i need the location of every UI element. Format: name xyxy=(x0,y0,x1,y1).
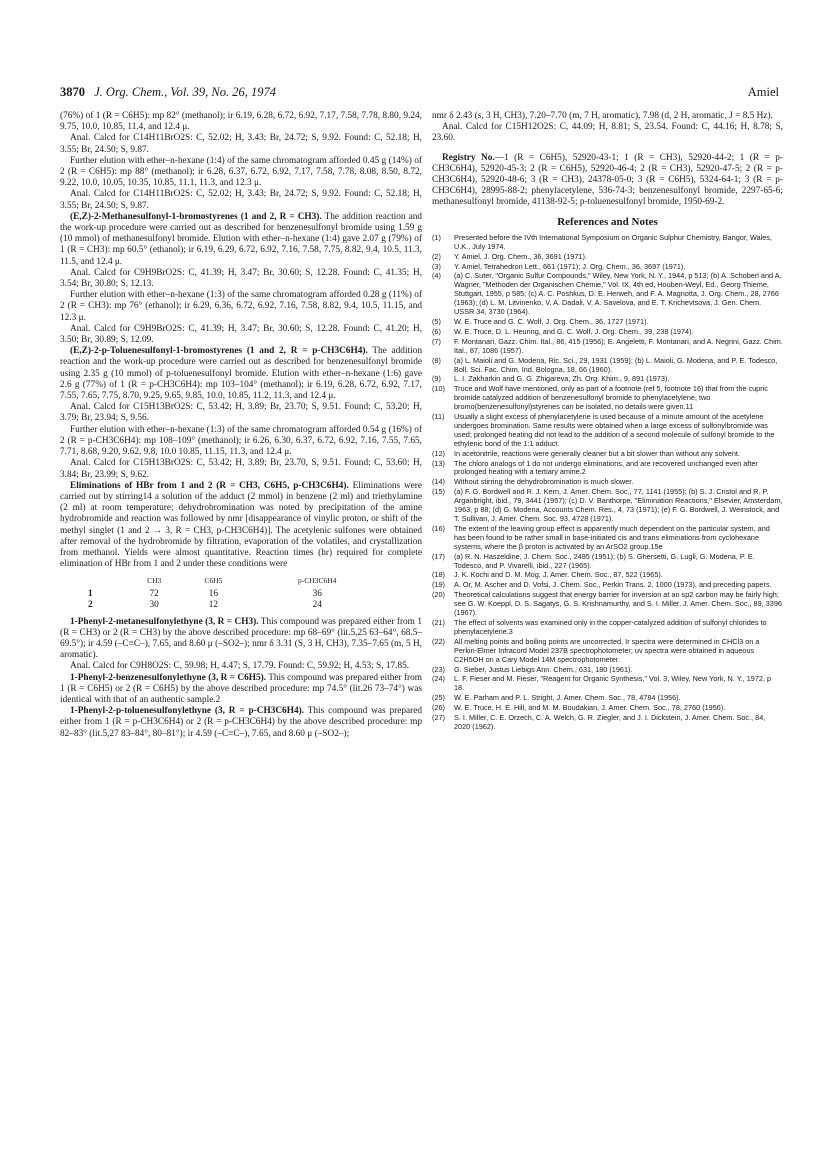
reference-text: Y. Amiel, Tetrahedron Lett., 661 (1971); J. Org. Chem., 36, 3697 (1971). xyxy=(454,261,686,271)
column-header: CH3 xyxy=(147,576,162,586)
registry-heading: Registry No. xyxy=(442,152,495,163)
compound-heading: (E,Z)-2-Methanesulfonyl-1-bromostyrenes (1 and 2, R = CH3). xyxy=(70,211,322,222)
reference-text: Usually a slight excess of phenylacetylene is used because of a minute amount of the acetylene undergoes bromination. Same results were obtained when a large excess of sulfonylbromide was used; prolonged heating did not lead to the addition of a second molecule of sulfonyl bromide to the ethylenic bond of the 1:1 adduct. xyxy=(454,412,775,448)
paragraph: Anal. Calcd for C15H13BrO2S: C, 53.42; H, 3.89; Br, 23.70; S, 9.51. Found: C, 53.20; H, 3.79; Br, 23.94; S, 9.56. xyxy=(60,402,422,424)
table-cell: 36 xyxy=(312,588,322,599)
reference-text: (a) F. G. Bordwell and R. J. Kern, J. Amer. Chem. Soc., 77, 1141 (1955); (b) S. J. Cristol and R. P. Arganbright, ibid., 79, 3441 (1957); (c) D. V. Banthorpe, "Elimination Reactions," Elsevier, Amsterdam, 1963, p 88; (d) G. Modena, Accounts Chem. Res., 4, 73 (1971); (e) F. G. Bordwell, J. Weinstock, and T. Sullivan, J. Amer. Chem. Soc. 93, 4728 (1971). xyxy=(454,487,783,524)
reference-text: Truce and Wolf have mentioned, only as part of a footnote (ref 5, footnote 16) that from the cupric bromide catalyzed addition of benzenesulfonyl bromide to phenylacetylene, two bromo(benzenesulfonyl)styrenes can be isolated, no details were given.11 xyxy=(454,384,768,412)
reference-number: (26) xyxy=(432,703,445,713)
paragraph: Anal. Calcd for C14H11BrO2S: C, 52.02; H, 3.43; Br, 24.72; S, 9.92. Found: C, 52.18; H, 3.55; Br, 24.50; S, 9.87. xyxy=(60,133,422,155)
reference-text: W. E. Truce, D. L. Heuring, and G. C. Wolf, J. Org. Chem., 39, 238 (1974). xyxy=(454,326,694,336)
reference-number: (15) xyxy=(432,487,445,497)
reference-number: (27) xyxy=(432,713,445,723)
paragraph xyxy=(60,346,422,402)
reference-number: (11) xyxy=(432,412,445,422)
reference-number: (8) xyxy=(432,355,441,365)
reference-number: (4) xyxy=(432,271,441,281)
reference-number: (22) xyxy=(432,636,445,646)
paragraph: Anal. Calcd for C14H11BrO2S: C, 52.02; H, 3.43; Br, 24.72; S, 9.92. Found: C, 52.18; H, 3.55; Br, 24.50; S, 9.87. xyxy=(60,189,422,211)
row-label: 2 xyxy=(88,599,93,610)
reference-text: All melting points and boiling points are uncorrected. Ir spectra were determined in CHCl3 on a Perkin-Elmer Infracord Model 237B spectrophotometer; uv spectra were obtained in aqueous C2H5OH on a Cary Model 14M spectrophotometer. xyxy=(454,636,760,664)
references-heading: References and Notes xyxy=(557,215,658,228)
reference-item xyxy=(432,263,783,272)
reference-text: A. Or, M. Ascher and D. Vofsi, J. Chem. Soc., Perkin Trans. 2, 1000 (1973), and preceding papers. xyxy=(454,580,772,590)
reference-text: S. I. Miller, C. E. Orzech, C. A. Welch, G. R. Ziegler, and J. I. Dickstein, J. Amer. Chem. Soc., 84, 2020 (1962). xyxy=(454,713,766,731)
reference-number: (21) xyxy=(432,617,445,627)
registry-numbers xyxy=(432,153,783,209)
reference-number: (23) xyxy=(432,664,445,674)
paragraph: Anal. Calcd for C9H8O2S: C, 59.98; H, 4.47; S, 17.79. Found: C, 59.92; H, 4.53; S, 17.85. xyxy=(70,661,410,672)
paragraph xyxy=(60,617,422,662)
reference-number: (6) xyxy=(432,326,441,336)
reference-item xyxy=(432,318,783,327)
reference-item xyxy=(432,675,783,693)
paragraph-body: This compound was prepared either from 1 (R = p-CH3C6H4) or 2 (R = p-CH3C6H4) by the above described procedure: mp 82–83° (lit.5,27 83–84°, 80–81°); ir 4.59 (–C≡C–), 7.65, and 8.60 μ (–SO2–); xyxy=(60,706,423,739)
section-heading: Eliminations of HBr from 1 and 2 (R = CH3, C6H5, p-CH3C6H4). xyxy=(70,480,349,491)
paragraph: Anal. Calcd for C15H13BrO2S: C, 53.42; H, 3.89; Br, 23.70, S, 9.51. Found: C, 53.60; H, 3.84; Br, 23.99; S, 9.62. xyxy=(60,458,422,480)
reference-text: F. Montanari, Gazz. Chim. Ital., 86, 415 (1956); E. Angeletti, F. Montanari, and A. Negrini, Gazz. Chim. Ital., 87, 1086 (1957). xyxy=(454,336,783,355)
table-cell: 24 xyxy=(312,599,322,610)
paragraph xyxy=(60,481,422,571)
reference-number: (9) xyxy=(432,374,441,384)
paragraph-body: This compound was prepared either from 1 (R = C6H5) or 2 (R = C6H5) by the above described procedure: mp 74.5° (lit.26 73–74°) was identical with that of an authentic sample.2 xyxy=(60,672,423,705)
page-number: 3870 xyxy=(60,85,85,99)
reference-item xyxy=(432,619,783,637)
reference-item xyxy=(432,450,783,459)
journal-citation: J. Org. Chem., Vol. 39, No. 26, 1974 xyxy=(94,85,276,99)
reference-item xyxy=(432,357,783,375)
reference-item xyxy=(432,488,783,524)
paragraph xyxy=(60,212,422,268)
reference-number: (3) xyxy=(432,261,441,271)
header-citation xyxy=(60,85,276,100)
table-cell: 16 xyxy=(208,588,219,599)
column-header: p-CH3C6H4 xyxy=(298,576,337,586)
reference-item xyxy=(432,478,783,487)
reference-text: Presented before the IVth International Symposium on Organic Sulphur Chemistry, Bangor, Wales, U.K., July 1974. xyxy=(454,232,772,251)
reference-number: (16) xyxy=(432,523,445,533)
reference-text: In acetonitrile, reactions were generally cleaner but a bit slower than without any solvent. xyxy=(454,448,740,458)
reference-number: (12) xyxy=(432,448,445,458)
reference-number: (1) xyxy=(432,232,441,242)
reference-item xyxy=(432,638,783,665)
reference-number: (24) xyxy=(432,674,445,684)
reference-text: W. E. Parham and P. L. Stright, J. Amer. Chem. Soc., 78, 4784 (1956). xyxy=(454,693,681,703)
reference-item xyxy=(432,666,783,675)
reference-item xyxy=(432,375,783,384)
reference-number: (25) xyxy=(432,693,445,703)
author-name: Amiel xyxy=(747,85,779,99)
right-column xyxy=(432,111,783,733)
reference-item xyxy=(432,328,783,337)
reference-number: (14) xyxy=(432,477,445,487)
column-header: C6H5 xyxy=(204,576,223,586)
reference-item xyxy=(432,714,783,732)
paragraph xyxy=(60,706,422,740)
compound-heading: 1-Phenyl-2-metanesulfonylethyne (3, R = CH3). xyxy=(70,616,259,627)
paragraph: Anal. Calcd for C9H9BrO2S: C, 41.39; H, 3.47; Br, 30.60; S, 12.28. Found: C, 41.35; H, 3.54; Br, 30.80; S, 12.13. xyxy=(60,267,422,290)
reference-item xyxy=(432,338,783,356)
reference-item xyxy=(432,460,783,478)
row-label: 1 xyxy=(88,588,93,599)
reference-text: (a) L. Maioli and G. Modena, Ric. Sci., 29, 1931 (1959); (b) L. Maioli, G. Modena, and P. E. Todesco, Boll. Sci. Fac. Chim. Ind. Bologna, 18, 66 (1960). xyxy=(454,355,778,374)
reference-text: W. E. Truce, H. E. Hill, and M. M. Boudakian, J. Amer. Chem. Soc., 78, 2760 (1956). xyxy=(454,703,726,713)
reference-text: W. E. Truce and G. C. Wolf, J. Org. Chem., 36, 1727 (1971). xyxy=(454,316,649,326)
paragraph xyxy=(60,673,422,707)
reference-item xyxy=(432,591,783,618)
reference-text: (a) R. N. Haszeldine, J. Chem. Soc., 2495 (1951); (b) S. Ghersetti, G. Lugli, G. Modena, P. E. Todesco, and P. Vivarelli, ibid., 227 (1965). xyxy=(454,551,755,570)
reference-number: (18) xyxy=(432,570,445,580)
reference-text: The effect of solvents was examined only in the copper-catalyzed addition of sulfonyl chlorides to phenylacetylene.3 xyxy=(454,617,767,636)
reference-item xyxy=(432,272,783,317)
compound-heading: 1-Phenyl-2-benzenesulfonylethyne (3, R = C6H5). xyxy=(70,672,267,683)
left-column xyxy=(60,111,422,740)
references-list xyxy=(432,234,783,732)
table-cell: 12 xyxy=(208,599,219,610)
table-row xyxy=(88,589,388,600)
table-cell: 72 xyxy=(149,588,159,599)
paragraph: Further elution with ether–n-hexane (1:3) of the same chromatogram afforded 0.54 g (16%) of 2 (R = p-CH3C6H4): mp 108–109° (methanol); ir 6.26, 6.30, 6.37, 6.72, 6.92, 7.16, 7.55, 7.65, 7.71, 8.68, 9.20, 9.62, 9.8, 10.0 10.85, 11.15, 11.3, and 12.4 μ. xyxy=(60,424,422,458)
table-row xyxy=(88,600,388,611)
paragraph-body: The addition reaction and the work-up procedure were carried out as described for benzenesulfonyl bromide using 2.35 g (10 mmol) of p-toluenesulfonyl bromide. Elution with ether–n-hexane (1:6) gave 2.6 g (77%) of 1 (R = p-CH3C6H4): mp 103–104° (methanol); ir 6.19, 6.28, 6.72, 6.92, 7.17, 7.55, 7.65, 7.75, 8.70, 9.25, 9.65, 9.85, 10.0, 10.85, 11.2, 11.3, and 12.4 μ. xyxy=(60,346,423,402)
paragraph-body: Eliminations were carried out by stirring14 a solution of the adduct (2 mmol) in benzene (2 ml) and triethylamine (2 ml) at room temperature; dehydrobromination was noted by precipitation of the amine hydrobromide and reaction was followed by nmr [disappearance of vinylic proton, or shift of the methyl singlet (1 and 2 → 3, R = CH3, p-CH3C6H4)]. The acetylenic sulfones were obtained after removal of the hydrobromide by filtration, evaporation of the volatiles, and crystallization from methanol. Yields were almost quantitative. Reaction times (hr) required for complete elimination of HBr from 1 and 2 under these conditions were xyxy=(60,480,423,570)
table-cell: 30 xyxy=(149,599,159,610)
reference-item xyxy=(432,694,783,703)
reference-text: L. F. Fieser and M. Fieser, "Reagent for Organic Synthesis," Vol. 3, Wiley, New York, N. Y., 1972, p 18. xyxy=(454,674,772,693)
reference-number: (2) xyxy=(432,251,441,261)
table-header-row xyxy=(88,574,388,588)
reference-number: (7) xyxy=(432,336,441,346)
reference-text: L. I. Zakharkin and G. G. Zhigareva, Zh. Org. Khim., 9, 891 (1973). xyxy=(454,374,670,384)
reference-item xyxy=(432,253,783,262)
reference-text: The chloro analogs of 1 do not undergo eliminations, and are recovered unchanged even after prolonged heating with a tertiary amine.2 xyxy=(454,458,758,477)
paragraph: Anal. Calcd for C9H9BrO2S: C, 41.39; H, 3.47; Br, 30.60; S, 12.28. Found: C, 41.20; H, 3.50; Br, 30.89; S, 12.09. xyxy=(60,323,422,346)
reference-number: (17) xyxy=(432,551,445,561)
reference-number: (13) xyxy=(432,458,445,468)
reference-item xyxy=(432,413,783,449)
reference-text: The extent of the leaving group effect is apparently much dependent on the particular system, and has been found to be rather small in base-initiated cis and trans eliminations from cyclohexane systems, where the β proton is activated by an ArSO2 group.15e xyxy=(454,523,770,551)
paragraph: Anal. Calcd for C15H12O2S: C, 44.09; H, 8.81; S, 23.54. Found: C, 44.16; H, 8.78; S, 23.60. xyxy=(432,122,783,144)
compound-heading: (E,Z)-2-p-Toluenesulfonyl-1-bromostyrenes (1 and 2, R = p-CH3C6H4). xyxy=(70,346,368,357)
registry-body: —1 (R = C6H5), 52920-43-1; 1 (R = CH3), 52920-44-2; 1 (R = p-CH3C6H4), 52920-45-3; 2 (R = C6H5), 52920-46-4; 2 (R = CH3), 52920-47-5; 2 (R = p-CH3C6H4), 52920-48-6; 3 (R = CH3), 24378-05-0; 3 (R = C6H5), 5324-64-1; 3 (R = p-CH3C6H4), 28995-88-2; phenylacetylene, 536-74-3; benzenesulfonyl bromide, 2297-65-6; methanesulfonyl bromide, 41138-92-5; p-toluenesulfonyl bromide, 1950-69-2. xyxy=(432,152,783,208)
reference-item xyxy=(432,704,783,713)
reference-item xyxy=(432,571,783,580)
reference-text: G. Sieber, Justus Liebigs Ann. Chem., 631, 180 (1961). xyxy=(454,664,633,674)
paragraph-body: This compound was prepared either from 1 (R = CH3) or 2 (R = CH3) by the above described procedure: mp 68–69° (lit.5,25 63–64°, 68.5–69.5°); ir 4.59 (–C≡C–), 7.65, and 8.60 μ (–SO2–); nmr δ 3.31 (S, 3 H, CH3), 7.35–7.65 (m, 5 H, aromatic). xyxy=(60,616,422,661)
reference-item xyxy=(432,525,783,552)
reference-text: Theoretical calculations suggest that energy barrier for inversion at an sp2 carbon may be fairly high; see G. W. Koeppl, D. S. Sagatys, G. S. Krishnamurthy, and S. I. Miller, J. Amer. Chem. Soc., 89, 3396 (1967). xyxy=(454,590,782,618)
reference-item xyxy=(432,553,783,571)
reference-number: (19) xyxy=(432,580,445,590)
paragraph: Further elution with ether–n-hexane (1:3) of the same chromatogram afforded 0.28 g (11%) of 2 (R = CH3): mp 76° (ethanol); ir 6.29, 6.36, 6.72, 6.92, 7.16, 7.58, 8.82, 9.4, 10.5, 11.15, and 12.3 μ. xyxy=(60,290,422,323)
reference-item xyxy=(432,581,783,590)
reaction-time-table xyxy=(88,574,388,610)
paragraph: (76%) of 1 (R = C6H5): mp 82° (methanol); ir 6.19, 6.28, 6.72, 6.92, 7.17, 7.58, 7.78, 8.80, 9.24, 9.75, 10.0, 10.85, 11.4, and 12.4 μ. xyxy=(60,111,422,133)
reference-text: Without stirring the dehydrobromination is much slower. xyxy=(454,477,634,487)
reference-item xyxy=(432,385,783,412)
paragraph: Further elution with ether–n-hexane (1:4) of the same chromatogram afforded 0.45 g (14%) of 2 (R = C6H5): mp 88° (methanol); ir 6.28, 6.37, 6.72, 6.92, 7.17, 7.58, 7.78, 8.08, 8.50, 8.72, 9.22, 10.0, 10.05, 10.35, 10.85, 11.1, 11.3, and 12.3 μ. xyxy=(60,155,422,189)
reference-number: (10) xyxy=(432,384,445,394)
reference-text: Y. Amiel, J. Org. Chem., 36, 3691 (1971). xyxy=(454,251,587,261)
reference-number: (20) xyxy=(432,590,445,600)
paragraph-body: The addition reaction and the work-up procedure were carried out as described for benzenesulfonyl bromide using 1.59 g (10 mmol) of methanesulfonyl bromide. Elution with ether–n-hexane (1:4) gave 2.07 g (79%) of 1 (R = CH3): mp 60.5° (ethanol); ir 6.19, 6.29, 6.72, 6.92, 7.16, 7.58, 7.75, 8.82, 9.4, 10.5, 11.3, 11.5, and 12.4 μ. xyxy=(60,211,422,267)
reference-item xyxy=(432,234,783,252)
reference-text: (a) C. Suter, "Organic Sulfur Compounds," Wiley, New York, N. Y., 1944, p 513; (b) A. Schoberl and A. Wagner, "Methoden der Organischen Chemie," Vol. IX, 4th ed, Houben-Weyl, Ed., Georg Thieme, Stuttgart, 1955, p 585; (c) A. C. Poshkus, D. E. Herweh, and F. A. Magnotta, J. Org. Chem., 28, 2766 (1963); (d) L. M. Litvinenko, V. A. Dadali, V. A. Savelova, and E. T. Krichevtsova, J. Gen. Chem. USSR 34, 3730 (1964). xyxy=(454,271,782,317)
paragraph: nmr δ 2.43 (s, 3 H, CH3), 7.20–7.70 (m, 7 H, aromatic), 7.98 (d, 2 H, aromatic, J = 8.5 Hz). xyxy=(432,111,773,121)
table-corner xyxy=(88,574,128,588)
reference-text: J. K. Kochi and D. M. Mog, J. Amer. Chem. Soc., 87, 522 (1965). xyxy=(454,570,663,580)
compound-heading: 1-Phenyl-2-p-toluenesulfonylethyne (3, R = p-CH3C6H4). xyxy=(70,706,305,717)
page-header xyxy=(60,85,779,103)
reference-number: (5) xyxy=(432,316,441,326)
